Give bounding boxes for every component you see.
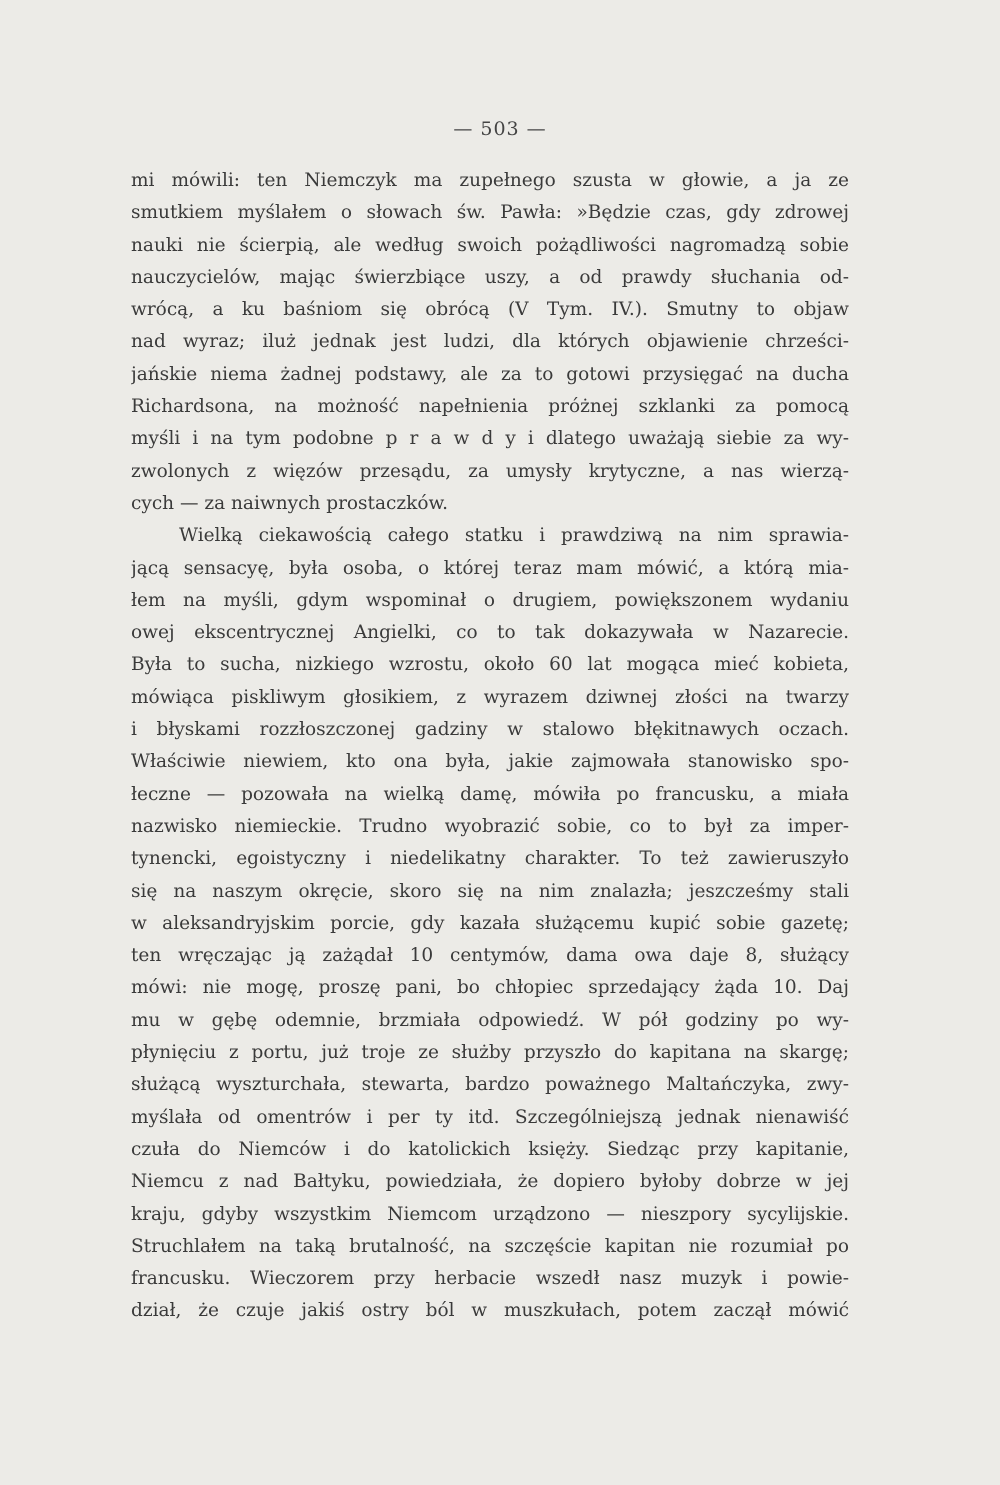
text-line: i błyskami rozzłoszczonej gadziny w stalowo błękitnawych oczach. (131, 719, 849, 741)
text-line: mu w gębę odemnie, brzmiała odpowiedź. W pół godziny po wy- (131, 1009, 849, 1031)
text-line: mi mówili: ten Niemczyk ma zupełnego szusta w głowie, a ja ze (131, 170, 849, 191)
text-line: tynencki, egoistyczny i niedelikatny charakter. To też zawieruszyło (131, 848, 849, 870)
paragraph-2 (131, 520, 849, 1327)
text-line: Struchlałem na taką brutalność, na szczęście kapitan nie rozumiał po (131, 1235, 849, 1257)
text-line: jańskie niema żadnej podstawy, ale za to gotowi przysięgać na ducha (131, 363, 849, 385)
text-line: mówiąca piskliwym głosikiem, z wyrazem dziwnej złości na twarzy (131, 686, 849, 708)
text-line: jącą sensacyę, była osoba, o której teraz mam mówić, a którą mia- (131, 557, 849, 579)
text-line: ten wręczając ją zażądał 10 centymów, dama owa daje 8, służący (131, 945, 849, 967)
text-line: służącą wyszturchała, stewarta, bardzo poważnego Maltańczyka, zwy- (131, 1074, 849, 1096)
text-line: się na naszym okręcie, skoro się na nim znalazła; jeszcześmy stali (131, 880, 849, 902)
text-line: smutkiem myślałem o słowach św. Pawła: »Będzie czas, gdy zdrowej (131, 202, 849, 224)
text-line: dział, że czuje jakiś ostry ból w muszkułach, potem zaczął mówić (131, 1300, 849, 1322)
text-line: nad wyraz; iluż jednak jest ludzi, dla których objawienie chrześci- (131, 331, 849, 353)
text-line: owej ekscentrycznej Angielki, co to tak dokazywała w Nazarecie. (131, 622, 849, 644)
paragraph-1 (131, 165, 849, 520)
text-line: myśli i na tym podobne p r a w d y i dlatego uważają siebie za wy- (131, 428, 849, 450)
text-line: Była to sucha, nizkiego wzrostu, około 60 lat mogąca mieć kobieta, (131, 654, 849, 676)
text-line: Niemcu z nad Bałtyku, powiedziała, że dopiero byłoby dobrze w jej (131, 1171, 849, 1193)
text-line: cych — za naiwnych prostaczków. (131, 492, 448, 514)
text-line: Richardsona, na możność napełnienia próżnej szklanki za pomocą (131, 396, 849, 418)
text-line: łem na myśli, gdym wspominał o drugiem, powiększonem wydaniu (131, 589, 849, 611)
text-line: łeczne — pozowała na wielką damę, mówiła po francusku, a miała (131, 783, 849, 805)
text-line: francusku. Wieczorem przy herbacie wszedł nasz muzyk i powie- (131, 1268, 849, 1290)
text-line: Właściwie niewiem, kto ona była, jakie zajmowała stanowisko spo- (131, 751, 849, 773)
text-line: nazwisko niemieckie. Trudno wyobrazić sobie, co to był za imper- (131, 815, 849, 837)
text-line: myślała od omentrów i per ty itd. Szczególniejszą jednak nienawiść (131, 1106, 849, 1128)
text-line: kraju, gdyby wszystkim Niemcom urządzono — nieszpory sycylijskie. (131, 1203, 849, 1225)
text-line: nauczycielów, mając świerzbiące uszy, a od prawdy słuchania od- (131, 266, 849, 288)
text-line: mówi: nie mogę, proszę pani, bo chłopiec sprzedający żąda 10. Daj (131, 977, 849, 999)
text-line: czuła do Niemców i do katolickich księży. Siedząc przy kapitanie, (131, 1138, 849, 1160)
body-text (131, 165, 849, 1328)
text-line: wrócą, a ku baśniom się obrócą (V Tym. IV.). Smutny to objaw (131, 299, 849, 321)
text-line: płynięciu z portu, już troje ze służby przyszło do kapitana na skargę; (131, 1042, 849, 1064)
page-number: — 503 — (453, 118, 547, 140)
text-line: w aleksandryjskim porcie, gdy kazała służącemu kupić sobie gazetę; (131, 912, 849, 934)
text-line: nauki nie ścierpią, ale według swoich pożądliwości nagromadzą sobie (131, 234, 849, 256)
text-line: Wielką ciekawością całego statku i prawdziwą na nim sprawia- (179, 525, 849, 547)
text-line: zwolonych z więzów przesądu, za umysły krytyczne, a nas wierzą- (131, 460, 849, 482)
